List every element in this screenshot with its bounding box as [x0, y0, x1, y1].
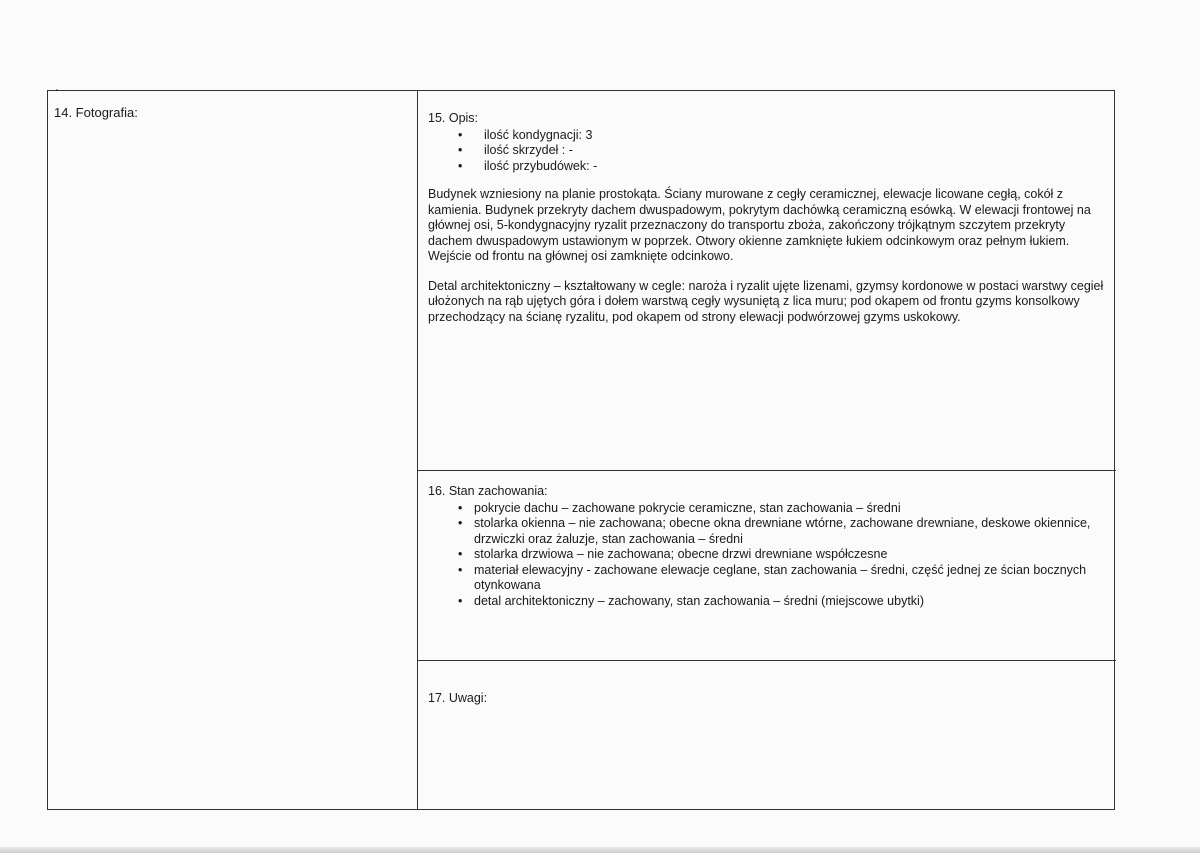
list-item: • stolarka okienna – nie zachowana; obecne okna drewniane wtórne, zachowane drewniane, deskowe okiennice, drzwiczki oraz żaluzje, stan zachowania – średni — [458, 516, 1108, 547]
condition-heading: 16. Stan zachowania: — [428, 484, 548, 498]
column-divider — [417, 91, 418, 809]
scan-edge — [0, 847, 1200, 853]
list-item: • ilość kondygnacji: 3 — [458, 128, 1108, 144]
condition-list — [428, 501, 1108, 610]
list-item: • stolarka drzwiowa – nie zachowana; obecne drzwi drewniane współczesne — [458, 547, 1108, 563]
description-section — [428, 111, 1108, 325]
photo-section-label: 14. Fotografia: — [54, 105, 138, 120]
list-item: • ilość przybudówek: - — [458, 159, 1108, 175]
list-item: • detal architektoniczny – zachowany, stan zachowania – średni (miejscowe ubytki) — [458, 594, 1108, 610]
row-divider-1 — [417, 470, 1116, 471]
description-paragraph-1: Budynek wzniesiony na planie prostokąta. Ściany murowane z cegły ceramicznej, elewacje licowane cegłą, cokół z kamienia. Budynek przekryty dachem dwuspadowym, pokrytym dachówką ceramiczną esówką. W elewacji frontowej na głównej osi, 5-kondygnacyjny ryzalit przeznaczony do transportu zboża, zakończony trójkątnym szczytem przekryty dachem dwuspadowym ustawionym w poprzek. Otwory okienne zamknięte łukiem odcinkowym oraz pełnym łukiem. Wejście od frontu na głównej osi zamknięte odcinkowo. — [428, 187, 1091, 263]
list-item: • pokrycie dachu – zachowane pokrycie ceramiczne, stan zachowania – średni — [458, 501, 1108, 517]
remarks-section — [428, 691, 1108, 707]
condition-section — [428, 484, 1108, 609]
list-item: • ilość skrzydeł : - — [458, 143, 1108, 159]
record-form — [47, 90, 1115, 810]
description-heading: 15. Opis: — [428, 111, 479, 125]
row-divider-2 — [417, 660, 1116, 661]
remarks-heading: 17. Uwagi: — [428, 691, 488, 705]
list-item: • materiał elewacyjny - zachowane elewacje ceglane, stan zachowania – średni, część jednej ze ścian bocznych otynkowana — [458, 563, 1108, 594]
description-list — [428, 128, 1108, 175]
description-paragraph-2: Detal architektoniczny – kształtowany w cegle: naroża i ryzalit ujęte lizenami, gzymsy kordonowe w postaci warstwy cegieł ułożonych na rąb ujętych góra i dołem warstwą cegły wysuniętą z lica muru; pod okapem od frontu gzyms konsolkowy przechodzący na ścianę ryzalitu, pod okapem od strony elewacji podwórzowej gzyms uskokowy. — [428, 278, 1104, 324]
scan-mark: ' — [56, 88, 58, 99]
